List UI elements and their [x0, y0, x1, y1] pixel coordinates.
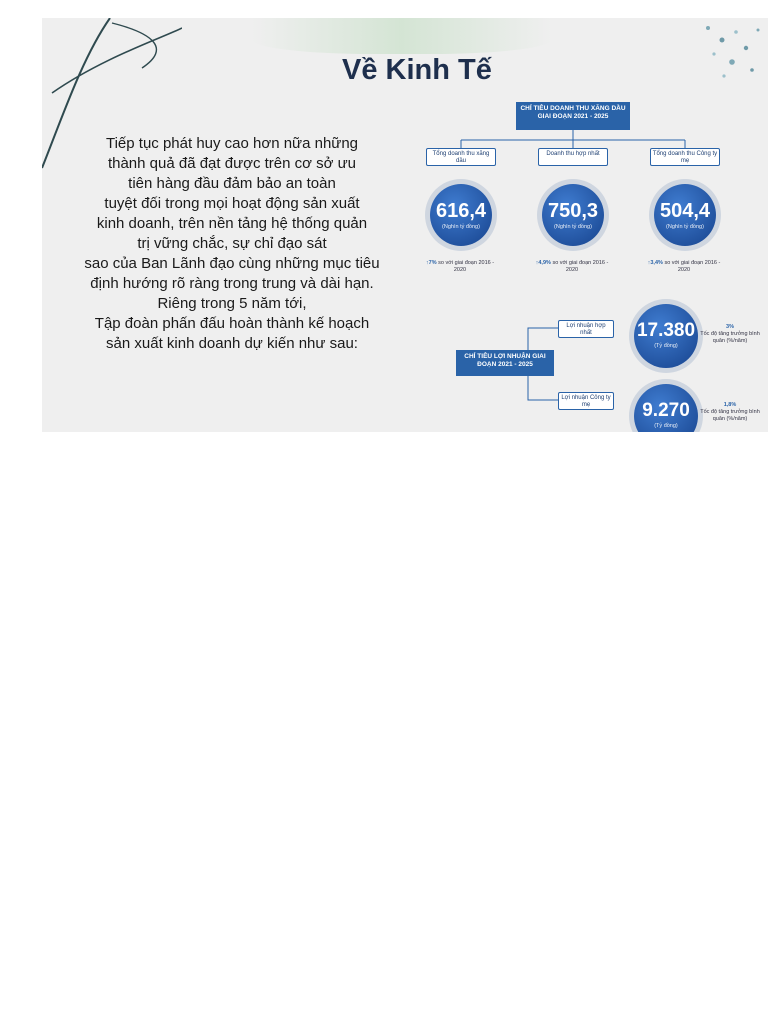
- intro-line: Riêng trong 5 năm tới,: [157, 295, 307, 312]
- intro-line: sao của Ban Lãnh đạo cùng những mục tiêu: [84, 255, 380, 272]
- profit-unit: (Tỷ đồng): [654, 343, 678, 349]
- intro-line: thành quả đã đạt được trên cơ sở ưu: [107, 155, 357, 172]
- revenue-header: CHỈ TIÊU DOANH THU XĂNG DẦU GIAI ĐOẠN 2021 - 2025: [516, 102, 630, 130]
- revenue-growth: [532, 260, 612, 274]
- intro-line: định hướng rõ ràng trong trung và dài hạn.: [90, 275, 374, 292]
- intro-line: tuyệt đối trong mọi hoạt động sản xuất: [104, 195, 360, 212]
- slide: [42, 18, 768, 432]
- rate-text: Tốc độ tăng trưởng bình quân (%/năm): [700, 331, 760, 344]
- page-title: Về Kinh Tế: [342, 54, 492, 86]
- profit-unit: (Tỷ đồng): [654, 423, 678, 429]
- revenue-value: 616,4: [435, 200, 487, 222]
- leaf-decoration: [252, 18, 552, 54]
- profit-label: Lợi nhuận Công ty mẹ: [558, 392, 614, 410]
- growth-pct: 3,4%: [650, 260, 663, 266]
- revenue-circle: [654, 184, 716, 246]
- revenue-label: Tổng doanh thu xăng dầu: [426, 148, 496, 166]
- intro-line: kinh doanh, trên nền tảng hệ thống quản: [96, 215, 368, 232]
- rate-text: Tốc độ tăng trưởng bình quân (%/năm): [700, 409, 760, 422]
- arrow-up-icon: ↑: [535, 260, 539, 266]
- revenue-circle: [430, 184, 492, 246]
- intro-line: sản xuất kinh doanh dự kiến như sau:: [106, 335, 358, 352]
- rate-value: 3%: [726, 324, 734, 330]
- intro-line: Tập đoàn phấn đấu hoàn thành kế hoạch: [94, 315, 370, 332]
- arrow-up-icon: ↑: [425, 260, 429, 266]
- growth-text: so với giai đoạn 2016 - 2020: [552, 260, 609, 273]
- growth-pct: 4,9%: [538, 260, 551, 266]
- revenue-unit: (Nghìn tỷ đồng): [442, 224, 480, 230]
- rate-value: 1,8%: [723, 402, 737, 408]
- intro-line: Tiếp tục phát huy cao hơn nữa những: [105, 135, 359, 152]
- revenue-growth: [420, 260, 500, 274]
- revenue-unit: (Nghìn tỷ đồng): [554, 224, 592, 230]
- profit-header: CHỈ TIÊU LỢI NHUẬN GIAI ĐOẠN 2021 - 2025: [456, 350, 554, 376]
- revenue-circle: [542, 184, 604, 246]
- growth-text: so với giai đoạn 2016 - 2020: [438, 260, 495, 273]
- profit-rate: [700, 324, 760, 345]
- arrow-up-icon: ↑: [647, 260, 651, 266]
- intro-line: trị vững chắc, sự chỉ đạo sát: [137, 235, 327, 252]
- revenue-label: Doanh thu hợp nhất: [538, 148, 608, 166]
- intro-paragraph: [72, 134, 392, 354]
- profit-value: 17.380: [636, 320, 696, 341]
- revenue-value: 750,3: [547, 200, 599, 222]
- revenue-growth: [644, 260, 724, 274]
- growth-text: so với giai đoạn 2016 - 2020: [664, 260, 721, 273]
- profit-value: 9.270: [642, 400, 690, 421]
- growth-pct: 7%: [428, 260, 437, 266]
- profit-label: Lợi nhuận hợp nhất: [558, 320, 614, 338]
- targets-infographic: [408, 100, 760, 432]
- dots-decoration: [688, 18, 768, 98]
- revenue-label: Tổng doanh thu Công ty mẹ: [650, 148, 720, 166]
- revenue-value: 504,4: [659, 200, 711, 222]
- profit-circle: [634, 304, 698, 368]
- revenue-unit: (Nghìn tỷ đồng): [666, 224, 704, 230]
- intro-line: tiên hàng đầu đảm bảo an toàn: [128, 175, 336, 192]
- profit-rate: [700, 402, 760, 423]
